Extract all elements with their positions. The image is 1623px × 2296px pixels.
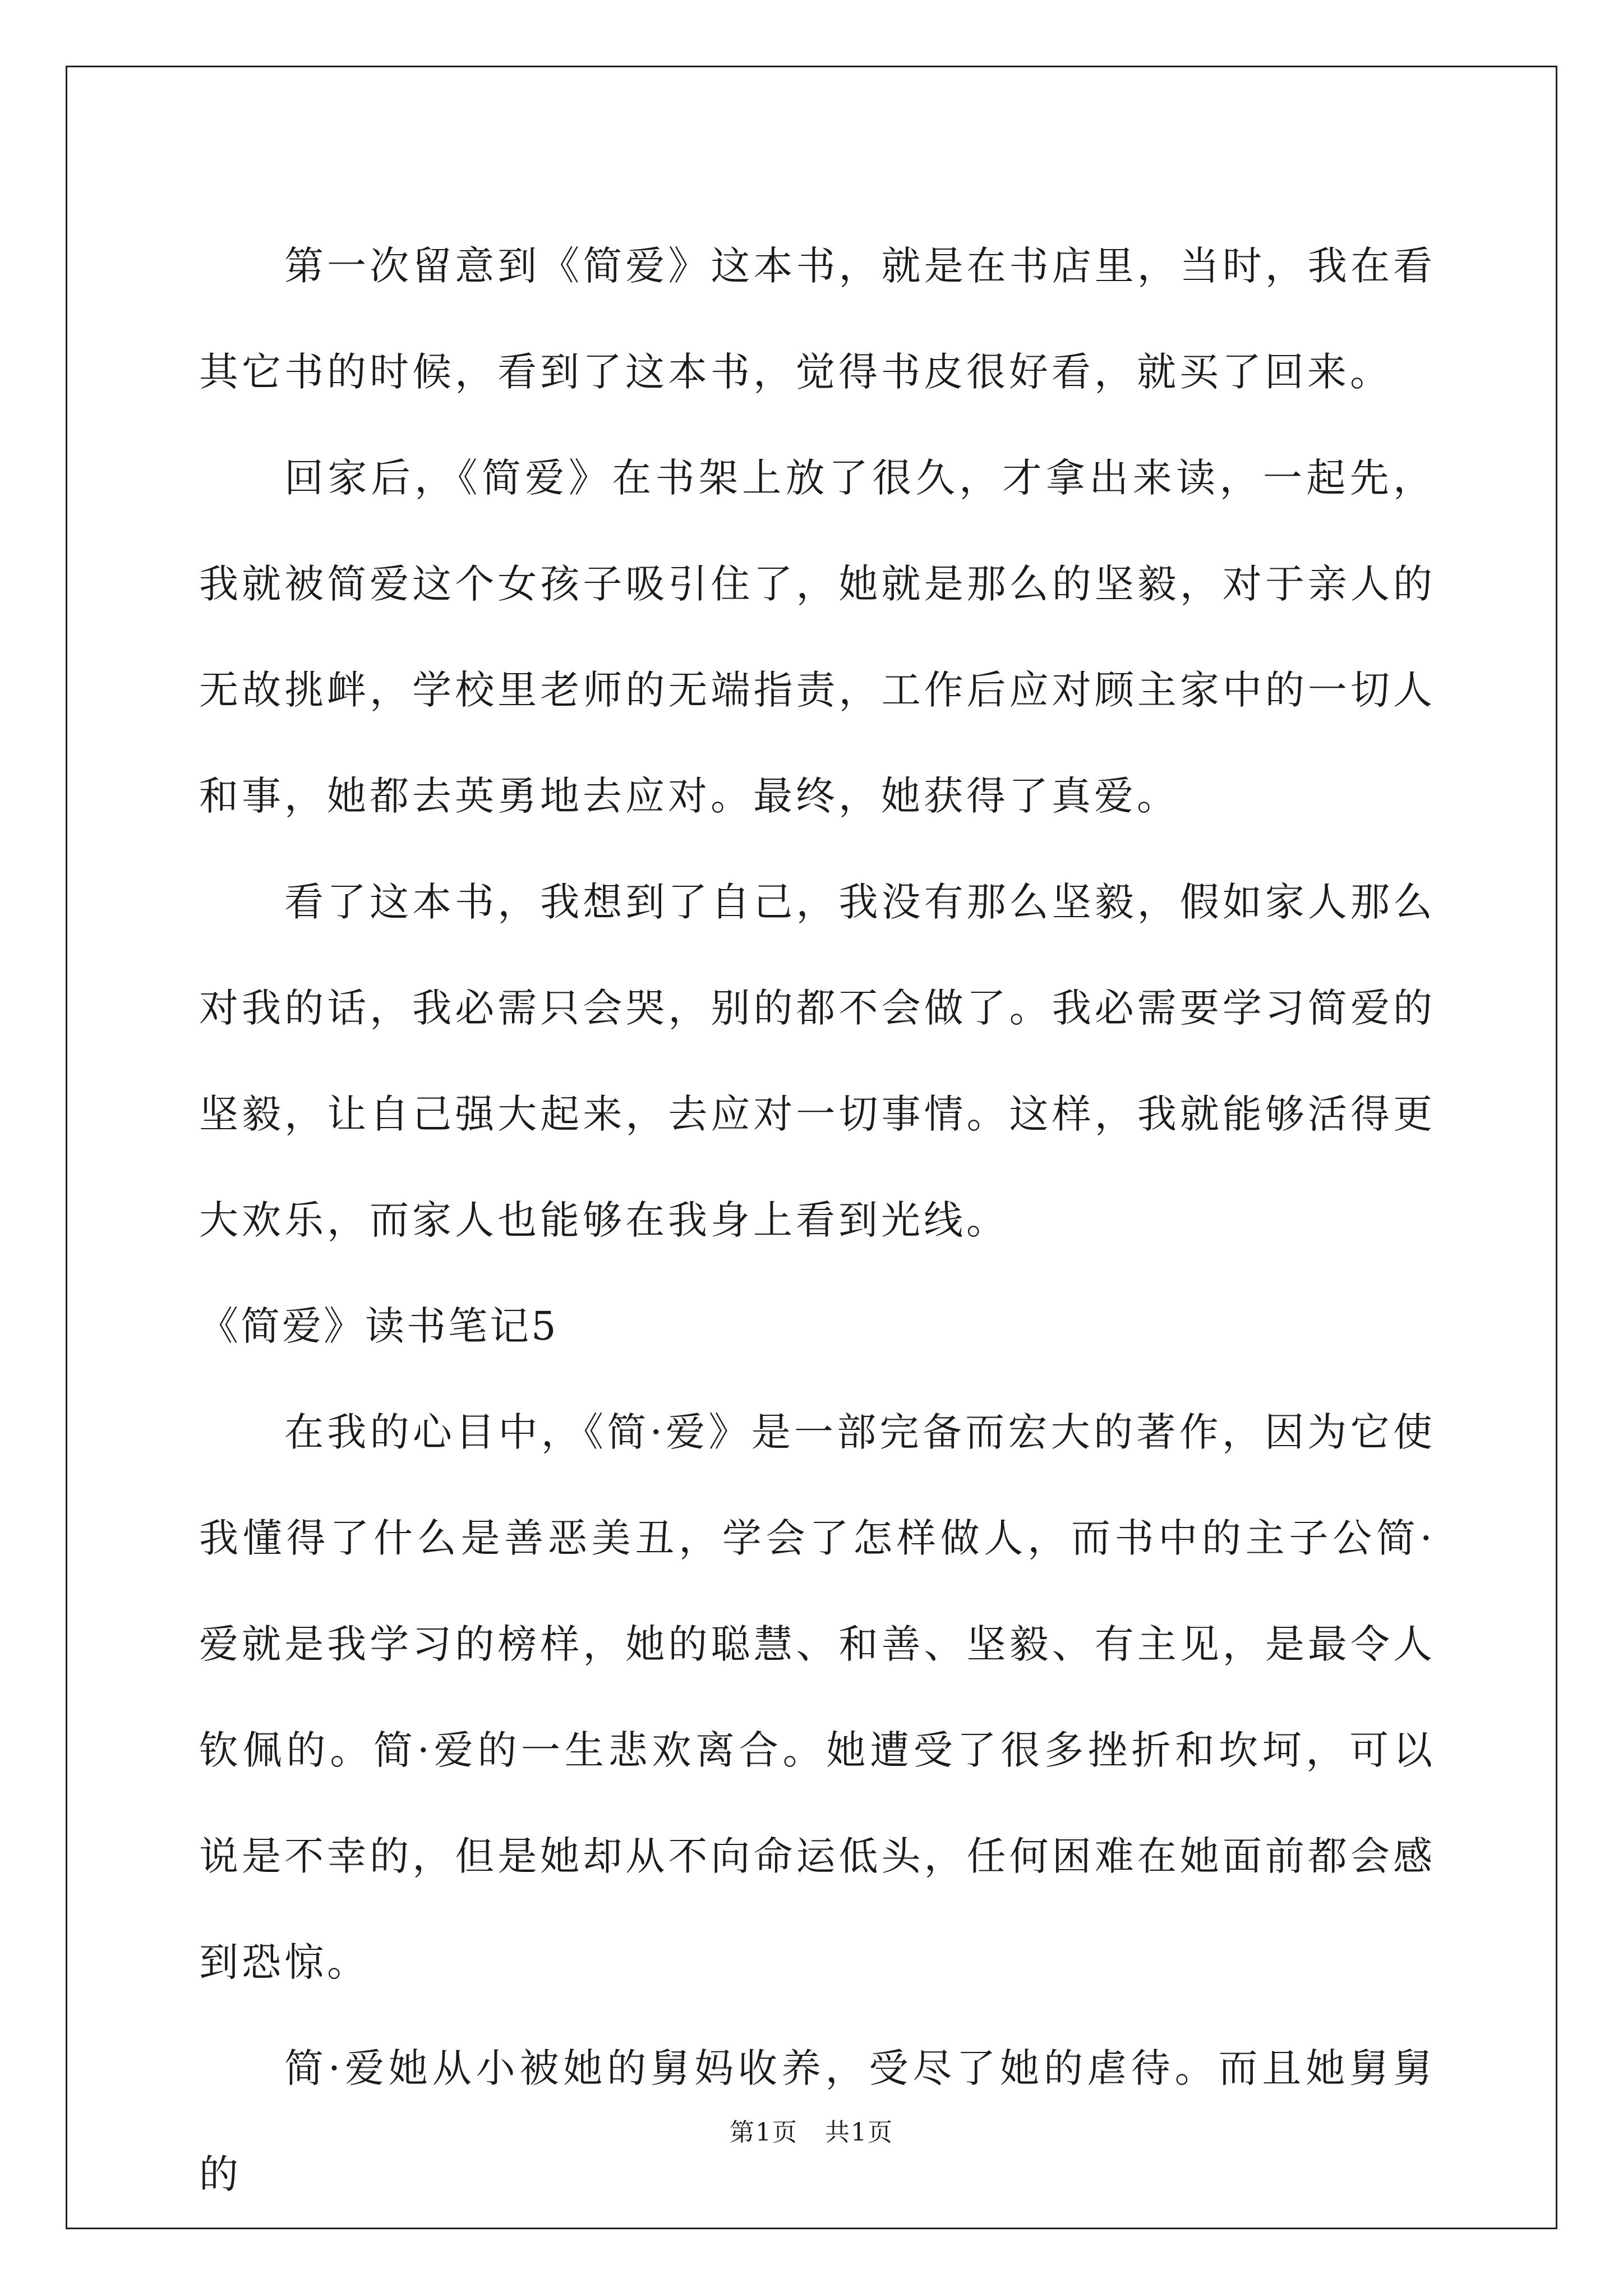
page-footer xyxy=(0,2112,1623,2148)
paragraph-4: 在我的心目中，《简·爱》是一部完备而宏大的著作，因为它使我懂得了什么是善恶美丑，学会了怎样做人，而书中的主子公简·爱就是我学习的榜样，她的聪慧、和善、坚毅、有主见，是最令人钦佩的。简·爱的一生悲欢离合。她遭受了很多挫折和坎坷，可以说是不幸的，但是她却从不向命运低头，任何困难在她面前都会感到恐惊。 xyxy=(199,1409,1436,1985)
document-body xyxy=(199,213,1436,2228)
paragraph-2: 回家后，《简爱》在书架上放了很久，才拿出来读，一起先，我就被简爱这个女孩子吸引住了，她就是那么的坚毅，对于亲人的无故挑衅，学校里老师的无端指责，工作后应对顾主家中的一切人和事，她都去英勇地去应对。最终，她获得了真爱。 xyxy=(199,455,1436,819)
page-number: 第1页 xyxy=(730,2118,799,2147)
paragraph-5: 简·爱她从小被她的舅妈收养，受尽了她的虐待。而且她舅舅的 xyxy=(199,2045,1436,2197)
section-heading: 《简爱》读书笔记5 xyxy=(199,1303,559,1349)
page-total: 共1页 xyxy=(824,2118,893,2147)
paragraph-1: 第一次留意到《简爱》这本书，就是在书店里，当时，我在看其它书的时候，看到了这本书，觉得书皮很好看，就买了回来。 xyxy=(199,243,1436,395)
paragraph-3: 看了这本书，我想到了自己，我没有那么坚毅，假如家人那么对我的话，我必需只会哭，别的都不会做了。我必需要学习简爱的坚毅，让自己强大起来，去应对一切事情。这样，我就能够活得更大欢乐，而家人也能够在我身上看到光线。 xyxy=(199,879,1436,1243)
